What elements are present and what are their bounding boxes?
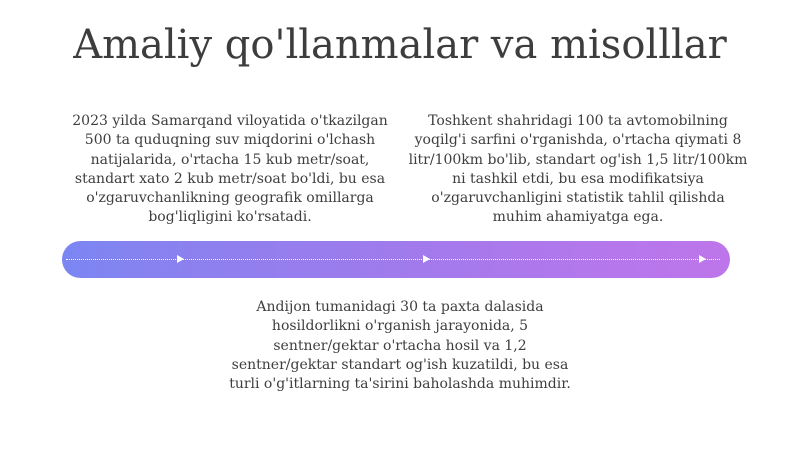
arrow-right-icon	[423, 255, 430, 263]
timeline-dotted-line	[66, 259, 720, 260]
slide-title: Amaliy qo'llanmalar va misolllar	[73, 22, 727, 68]
timeline-bar	[62, 241, 730, 278]
arrow-right-icon	[699, 255, 706, 263]
example-text-samarqand: 2023 yilda Samarqand viloyatida o'tkazilgan 500 ta quduqning suv miqdorini o'lchash natijalarida, o'rtacha 15 kub metr/soat, standart xato 2 kub metr/soat bo'ldi, bu esa o'zgaruvchanlikning geografik omillarga bog'liqligini ko'rsatadi.	[72, 113, 388, 226]
example-text-andijon: Andijon tumanidagi 30 ta paxta dalasida hosildorlikni o'rganish jarayonida, 5 sentner/gektar o'rtacha hosil va 1,2 sentner/gektar standart og'ish kuzatildi, bu esa turli o'g'itlarning ta'sirini baholashda muhimdir.	[229, 299, 571, 393]
example-text-toshkent: Toshkent shahridagi 100 ta avtomobilning yoqilg'i sarfini o'rganishda, o'rtacha qiymati 8 litr/100km bo'lib, standart og'ish 1,5 litr/100km ni tashkil etdi, bu esa modifikatsiya o'zgaruvchanligini statistik tahlil qilishda muhim ahamiyatga ega.	[408, 113, 748, 226]
arrow-right-icon	[177, 255, 184, 263]
